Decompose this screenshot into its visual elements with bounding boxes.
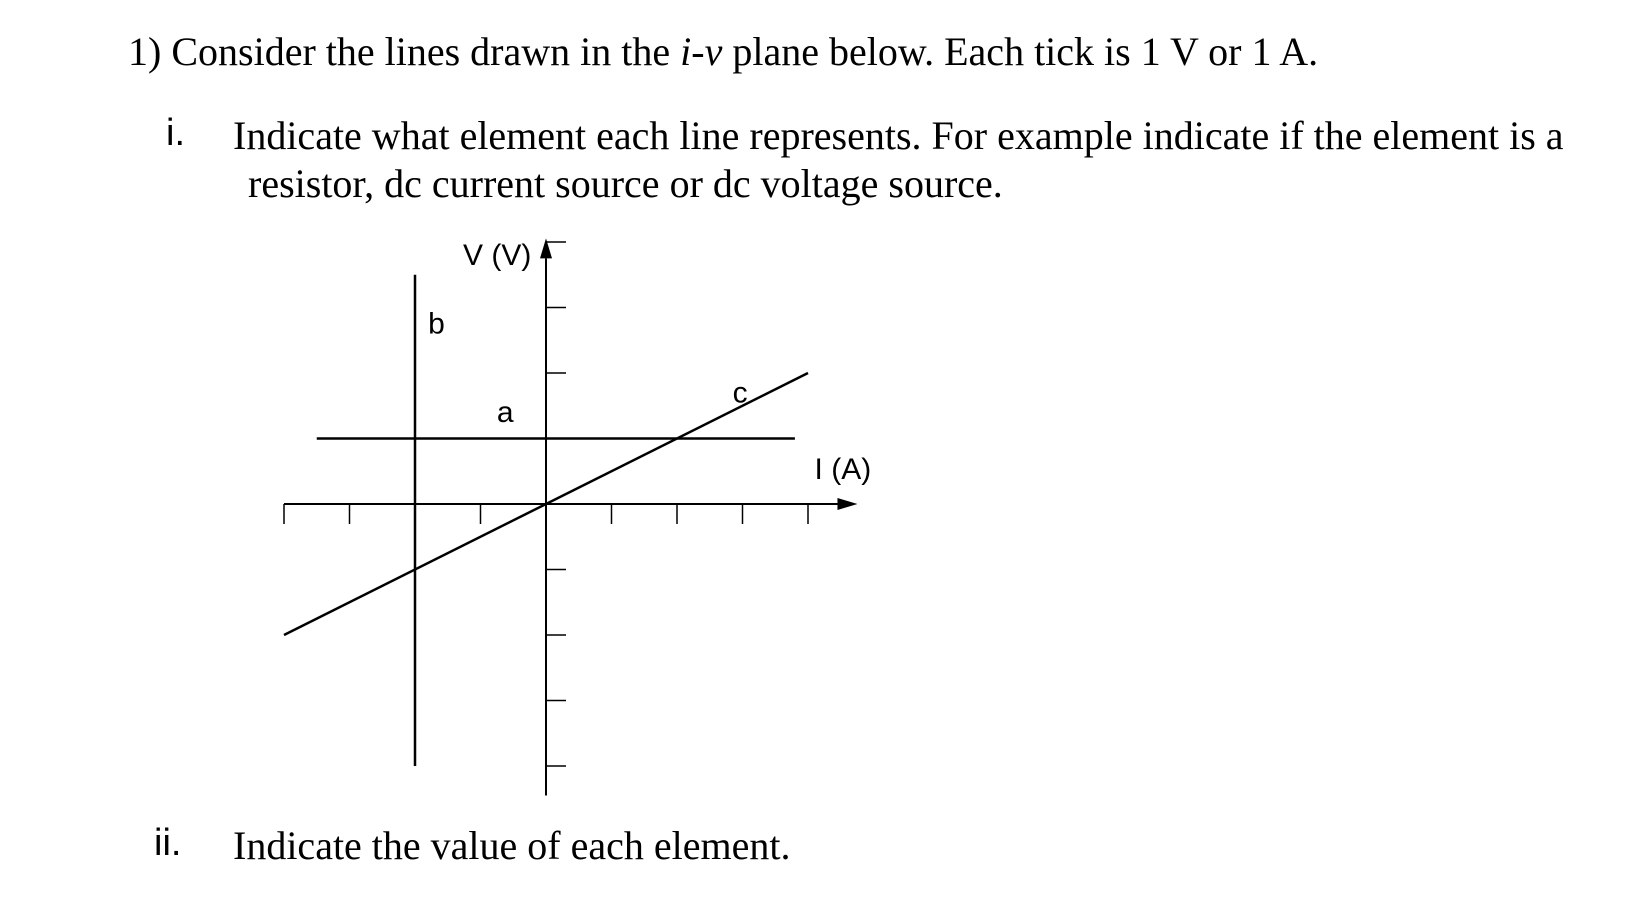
line-a-label: a: [496, 396, 514, 430]
question-text-start: Consider the lines drawn in the: [171, 29, 671, 74]
item-i-text-line1: Indicate what element each line represents. For example indicate if the element is a: [233, 113, 1564, 158]
item-i-text-line2: resistor, dc current source or dc voltage source.: [248, 161, 1003, 206]
v-axis-label: V (V): [463, 238, 532, 272]
i-axis-label: I (A): [814, 453, 872, 486]
line-b-label: b: [428, 307, 445, 341]
var-dash: -: [691, 29, 705, 74]
i-axis-arrowhead: [837, 498, 857, 510]
var-i: i: [680, 29, 692, 74]
question-number: 1): [128, 29, 162, 74]
item-i-marker: i.: [166, 112, 185, 154]
item-ii-marker: ii.: [154, 822, 182, 864]
line-c-label: c: [732, 376, 748, 410]
item-ii-text: Indicate the value of each element.: [233, 823, 791, 868]
var-v: v: [704, 29, 723, 74]
question-text-end: plane below. Each tick is 1 V or 1 A.: [732, 29, 1319, 74]
